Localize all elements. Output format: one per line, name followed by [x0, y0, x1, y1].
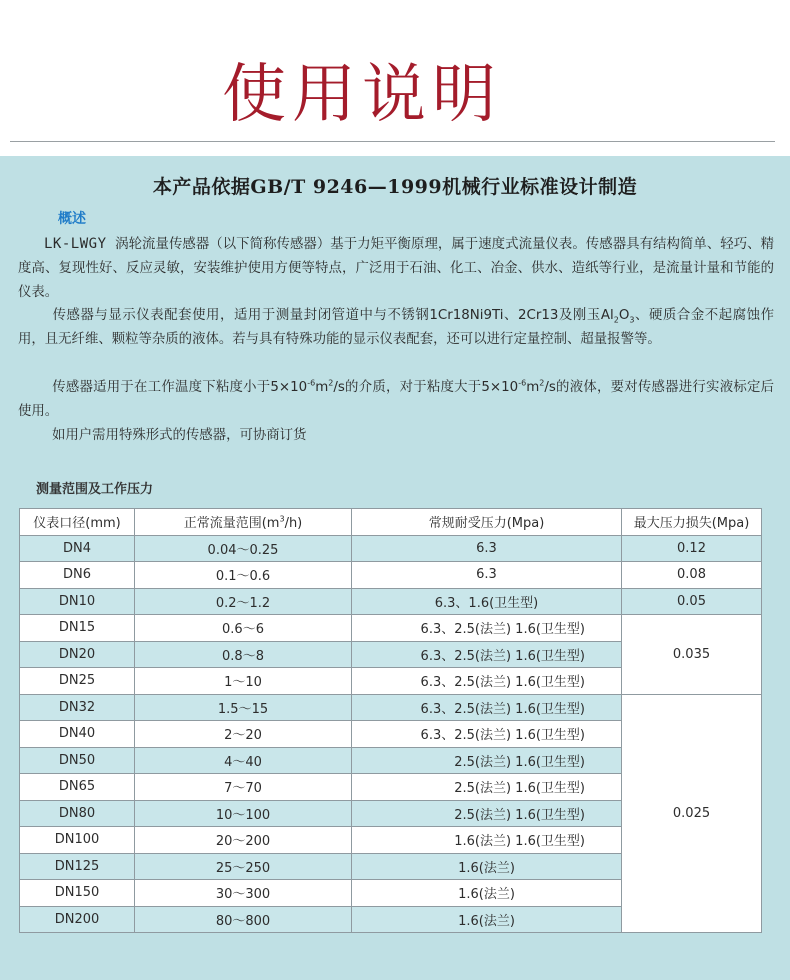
page-title: 使用说明 — [222, 58, 502, 132]
cell-dn: DN6 — [20, 562, 135, 589]
cell-flow: 30～300 — [135, 880, 352, 907]
cell-flow: 0.04～0.25 — [135, 535, 352, 562]
page-header — [0, 0, 790, 156]
cell-dn: DN25 — [20, 668, 135, 695]
cell-dn: DN4 — [20, 535, 135, 562]
superscript: -6 — [307, 378, 316, 388]
paragraph-usage — [18, 304, 774, 352]
table-header-row — [20, 509, 762, 536]
paragraph-overview — [18, 232, 774, 305]
table-row — [20, 535, 762, 562]
subscript: 3 — [629, 315, 635, 325]
cell-loss: 0.035 — [622, 615, 762, 695]
paragraph-text: m — [526, 380, 540, 395]
cell-flow: 1.5～15 — [135, 694, 352, 721]
section-heading-overview: 概述 — [58, 211, 86, 227]
cell-pressure: 6.3、2.5(法兰) 1.6(卫生型) — [352, 641, 622, 668]
cell-pressure: 6.3 — [352, 562, 622, 589]
table-row — [20, 588, 762, 615]
cell-pressure: 6.3、2.5(法兰) 1.6(卫生型) — [352, 615, 622, 642]
cell-flow: 2～20 — [135, 721, 352, 748]
cell-dn: DN32 — [20, 694, 135, 721]
table-caption: 测量范围及工作压力 — [36, 482, 154, 497]
header-pressure: 常规耐受压力(Mpa) — [352, 509, 622, 536]
cell-pressure: 1.6(法兰) — [352, 880, 622, 907]
cell-flow: 10～100 — [135, 800, 352, 827]
cell-dn: DN125 — [20, 853, 135, 880]
table-row — [20, 615, 762, 642]
header-diameter: 仪表口径(mm) — [20, 509, 135, 536]
cell-loss: 0.025 — [622, 694, 762, 933]
table-row — [20, 694, 762, 721]
cell-pressure: 2.5(法兰) 1.6(卫生型) — [352, 774, 622, 801]
cell-pressure: 2.5(法兰) 1.6(卫生型) — [352, 747, 622, 774]
cell-loss: 0.08 — [622, 562, 762, 589]
cell-flow: 0.6～6 — [135, 615, 352, 642]
paragraph-text: 如用户需用特殊形式的传感器，可协商订货 — [52, 428, 307, 443]
document-title: 本产品依据GB/T 9246—1999机械行业标准设计制造 — [152, 176, 638, 198]
cell-pressure: 1.6(法兰) 1.6(卫生型) — [352, 827, 622, 854]
table-row — [20, 562, 762, 589]
superscript: -6 — [518, 378, 527, 388]
cell-flow: 20～200 — [135, 827, 352, 854]
cell-pressure: 6.3、1.6(卫生型) — [352, 588, 622, 615]
cell-dn: DN65 — [20, 774, 135, 801]
cell-pressure: 1.6(法兰) — [352, 853, 622, 880]
cell-pressure: 6.3、2.5(法兰) 1.6(卫生型) — [352, 668, 622, 695]
superscript: 3 — [279, 514, 285, 524]
header-divider — [10, 141, 775, 142]
paragraph-viscosity — [18, 376, 774, 424]
cell-dn: DN20 — [20, 641, 135, 668]
cell-flow: 7～70 — [135, 774, 352, 801]
cell-dn: DN150 — [20, 880, 135, 907]
paragraph-text: 涡轮流量传感器（以下简称传感器）基于力矩平衡原理，属于速度式流量仪表。传感器具有结构简单、轻巧、精度高、复现性好、反应灵敏，安装维护使用方便等特点，广泛用于石油、化工、冶金、供水、造纸等行业，是流量计量和节能的仪表。 — [18, 237, 775, 300]
cell-dn: DN40 — [20, 721, 135, 748]
cell-dn: DN100 — [20, 827, 135, 854]
header-flow-text: /h) — [284, 516, 303, 532]
cell-flow: 0.8～8 — [135, 641, 352, 668]
paragraph-text: /s的液体，要对传感器进行实液标定后使用。 — [18, 380, 774, 419]
cell-pressure: 2.5(法兰) 1.6(卫生型) — [352, 800, 622, 827]
cell-dn: DN15 — [20, 615, 135, 642]
superscript: 2 — [539, 378, 545, 388]
cell-loss: 0.12 — [622, 535, 762, 562]
cell-flow: 25～250 — [135, 853, 352, 880]
cell-flow: 80～800 — [135, 906, 352, 933]
paragraph-text: /s的介质，对于粘度大于5×10 — [333, 380, 519, 395]
cell-flow: 0.2～1.2 — [135, 588, 352, 615]
subscript: 2 — [613, 315, 619, 325]
cell-flow: 0.1～0.6 — [135, 562, 352, 589]
paragraph-custom-order — [18, 424, 774, 448]
cell-flow: 4～40 — [135, 747, 352, 774]
paragraph-text: 传感器适用于在工作温度下粘度小于5×10 — [52, 380, 308, 395]
paragraph-text: 、硬质合金不起腐蚀作用，且无纤维、颗粒等杂质的液体。若与具有特殊功能的显示仪表配套，还可以进行定量控制、超量报警等。 — [18, 308, 775, 347]
cell-pressure: 6.3 — [352, 535, 622, 562]
cell-pressure: 6.3、2.5(法兰) 1.6(卫生型) — [352, 721, 622, 748]
cell-dn: DN10 — [20, 588, 135, 615]
header-flow-text: 正常流量范围(m — [183, 516, 280, 532]
cell-dn: DN80 — [20, 800, 135, 827]
cell-pressure: 6.3、2.5(法兰) 1.6(卫生型) — [352, 694, 622, 721]
header-pressure-loss: 最大压力损失(Mpa) — [622, 509, 762, 536]
model-code: LK-LWGY — [44, 236, 107, 252]
cell-flow: 1～10 — [135, 668, 352, 695]
cell-loss: 0.05 — [622, 588, 762, 615]
paragraph-text: m — [315, 380, 329, 395]
header-flow-range — [135, 509, 352, 536]
cell-pressure: 1.6(法兰) — [352, 906, 622, 933]
content-panel — [0, 156, 790, 980]
paragraph-text: 传感器与显示仪表配套使用，适用于测量封闭管道中与不锈钢1Cr18Ni9Ti、2Cr13及刚玉Al — [52, 308, 614, 323]
superscript: 2 — [328, 378, 334, 388]
spec-table — [19, 508, 762, 933]
cell-dn: DN50 — [20, 747, 135, 774]
paragraph-text: O — [618, 308, 630, 323]
cell-dn: DN200 — [20, 906, 135, 933]
